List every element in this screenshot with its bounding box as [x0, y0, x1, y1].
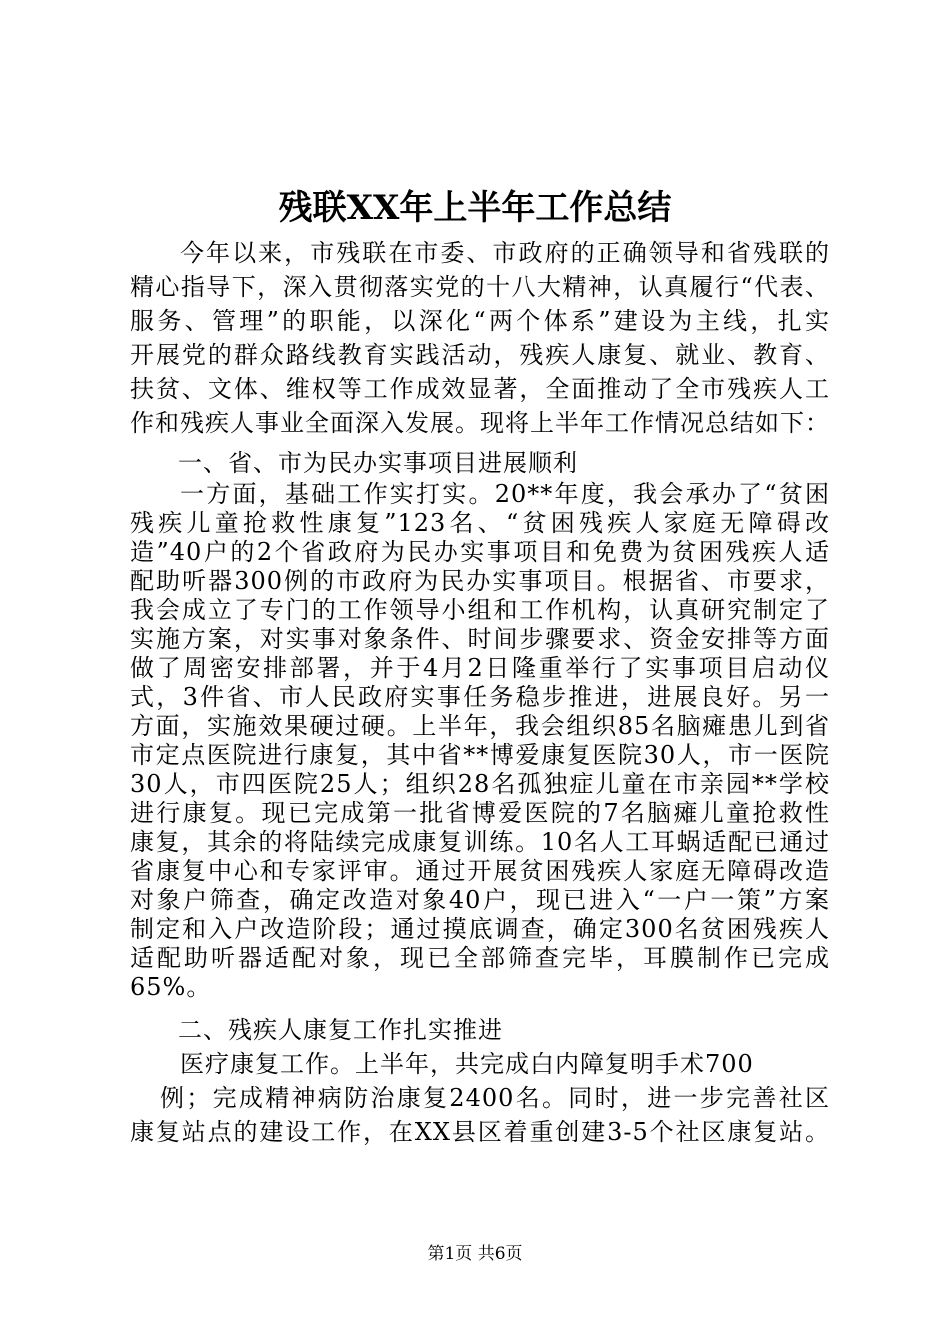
- section1-line: 残疾儿童抢救性康复”123名、“贫困残疾人家庭无障碍改: [130, 509, 830, 537]
- section1-line: 我会成立了专门的工作领导小组和工作机构，认真研究制定了: [130, 596, 830, 624]
- intro-line: 扶贫、文体、维权等工作成效显著，全面推动了全市残疾人工: [130, 375, 830, 403]
- section2-line: 医疗康复工作。上半年，共完成白内障复明手术700: [180, 1050, 754, 1078]
- section1-line: 市定点医院进行康复，其中省**博爱康复医院30人，市一医院: [130, 741, 830, 769]
- section1-line: 30人，市四医院25人；组织28名孤独症儿童在市亲园**学校: [130, 770, 830, 798]
- section-heading: 二、残疾人康复工作扎实推进: [178, 1016, 503, 1044]
- section1-line: 康复，其余的将陆续完成康复训练。10名人工耳蜗适配已通过: [130, 828, 830, 856]
- intro-line: 精心指导下，深入贯彻落实党的十八大精神，认真履行“代表、: [130, 273, 830, 301]
- intro-line: 服务、管理”的职能，以深化“两个体系”建设为主线，扎实: [130, 307, 830, 335]
- section1-line: 式，3件省、市人民政府实事任务稳步推进，进展良好。另一: [130, 683, 830, 711]
- section1-line: 65%。: [130, 973, 212, 1001]
- section2-line: 康复站点的建设工作，在XX县区着重创建3-5个社区康复站。: [130, 1118, 830, 1146]
- section1-line: 配助听器300例的市政府为民办实事项目。根据省、市要求，: [130, 567, 830, 595]
- section1-line: 一方面，基础工作实打实。20**年度，我会承办了“贫困: [180, 480, 830, 508]
- section1-line: 做了周密安排部署，并于4月2日隆重举行了实事项目启动仪: [130, 654, 830, 682]
- section-heading: 一、省、市为民办实事项目进展顺利: [178, 449, 578, 477]
- section1-line: 适配助听器适配对象，现已全部筛查完毕，耳膜制作已完成: [130, 944, 830, 972]
- section1-line: 方面，实施效果硬过硬。上半年，我会组织85名脑瘫患儿到省: [130, 712, 830, 740]
- section1-line: 造”40户的2个省政府为民办实事项目和免费为贫困残疾人适: [130, 538, 830, 566]
- section1-line: 制定和入户改造阶段；通过摸底调查，确定300名贫困残疾人: [130, 915, 830, 943]
- intro-line: 今年以来，市残联在市委、市政府的正确领导和省残联的: [180, 239, 830, 267]
- page-title: 残联XX年上半年工作总结: [278, 188, 672, 228]
- section1-line: 省康复中心和专家评审。通过开展贫困残疾人家庭无障碍改造: [130, 857, 830, 885]
- page-number: 第1页 共6页: [427, 1244, 523, 1264]
- intro-line: 开展党的群众路线教育实践活动，残疾人康复、就业、教育、: [130, 341, 830, 369]
- section2-line: 例；完成精神病防治康复2400名。同时，进一步完善社区: [160, 1084, 830, 1112]
- intro-line: 作和残疾人事业全面深入发展。现将上半年工作情况总结如下：: [130, 409, 830, 437]
- section1-line: 对象户筛查，确定改造对象40户，现已进入“一户一策”方案: [130, 886, 830, 914]
- section1-line: 实施方案，对实事对象条件、时间步骤要求、资金安排等方面: [130, 625, 830, 653]
- section1-line: 进行康复。现已完成第一批省博爱医院的7名脑瘫儿童抢救性: [130, 799, 830, 827]
